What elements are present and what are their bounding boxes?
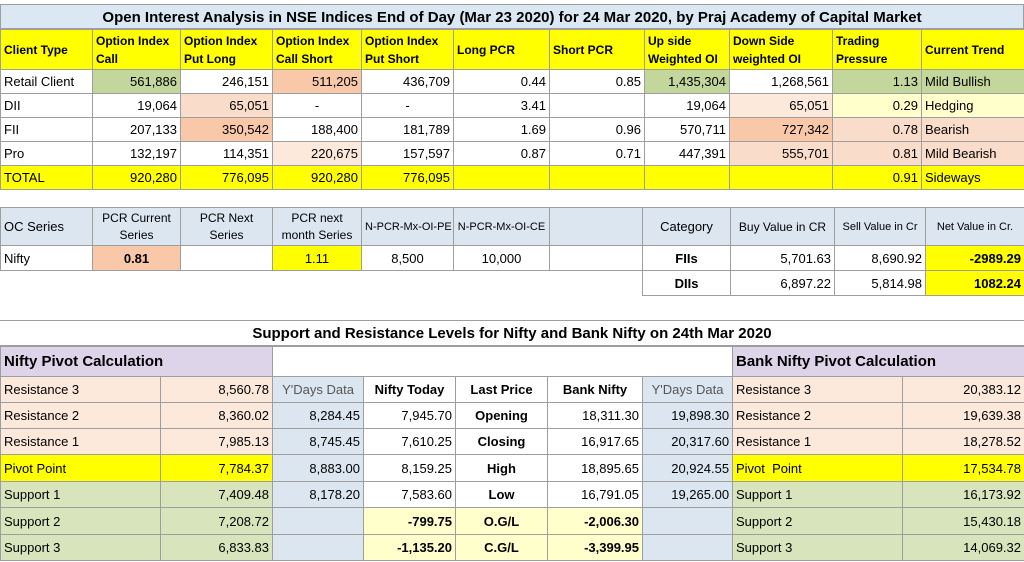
dii-row [643, 271, 1024, 296]
oi-cell: 157,597 [362, 142, 454, 166]
pivot-label: Support 3 [1, 535, 161, 561]
price-cell: 7,610.25 [364, 429, 456, 455]
oi-cell: 0.91 [833, 166, 922, 190]
oc-cell-empty [550, 246, 643, 271]
price-cell: 18,895.65 [548, 455, 643, 482]
oi-cell: 436,709 [362, 70, 454, 94]
oi-cell: 65,051 [730, 94, 833, 118]
price-row-low [273, 482, 733, 508]
fii-cell: 8,690.92 [835, 246, 926, 271]
gl-cell: -799.75 [364, 508, 456, 535]
nifty-pivot-title: Nifty Pivot Calculation [1, 347, 273, 377]
nifty-pivot-row [1, 455, 273, 482]
oi-cell: 570,711 [645, 118, 730, 142]
oi-cell: 19,064 [645, 94, 730, 118]
nifty-pivot-row [1, 429, 273, 455]
bank-pivot-row [733, 403, 1024, 429]
oc-header: PCR next month Series [273, 208, 362, 246]
pivot-value: 17,534.78 [903, 455, 1024, 482]
fii-header: Buy Value in CR [731, 208, 835, 246]
pivot-label: Resistance 2 [733, 403, 903, 429]
oc-cell: 8,500 [362, 246, 454, 271]
price-cell: 16,791.05 [548, 482, 643, 508]
pivot-value: 6,833.83 [161, 535, 273, 561]
oi-row-total [1, 166, 1024, 190]
nifty-pivot-row [1, 403, 273, 429]
oi-cell [730, 166, 833, 190]
price-table [272, 346, 733, 561]
price-cell: 8,284.45 [273, 403, 364, 429]
oi-cell: 220,675 [273, 142, 362, 166]
oi-cell: 555,701 [730, 142, 833, 166]
gl-cell: -2,006.30 [548, 508, 643, 535]
price-cell: Closing [456, 429, 548, 455]
price-cell: 16,917.65 [548, 429, 643, 455]
oi-header-client-type: Client Type [1, 30, 93, 70]
fii-cell: FIIs [643, 246, 731, 271]
bank-pivot-row [733, 429, 1024, 455]
gl-cell: C.G/L [456, 535, 548, 561]
oi-cell: 0.29 [833, 94, 922, 118]
price-header: Y'Days Data [643, 377, 733, 403]
oi-cell: 776,095 [181, 166, 273, 190]
oi-cell: 181,789 [362, 118, 454, 142]
pivot-value: 8,360.02 [161, 403, 273, 429]
price-cell: 7,945.70 [364, 403, 456, 429]
pivot-label: Resistance 1 [1, 429, 161, 455]
oi-header-current-trend: Current Trend [922, 30, 1024, 70]
price-cell: 19,898.30 [643, 403, 733, 429]
pivot-value: 8,560.78 [161, 377, 273, 403]
oc-cell: Nifty [1, 246, 93, 271]
oi-cell: 0.44 [454, 70, 550, 94]
price-cell: 8,745.45 [273, 429, 364, 455]
bank-pivot-table [732, 346, 1024, 561]
fii-cell: DIIs [643, 271, 731, 296]
oc-cell: 10,000 [454, 246, 550, 271]
pivot-label: Support 1 [1, 482, 161, 508]
bank-pivot-row [733, 377, 1024, 403]
oi-cell: - [362, 94, 454, 118]
oc-cell: 0.81 [93, 246, 181, 271]
bank-pivot-row [733, 535, 1024, 561]
oi-cell: 65,051 [181, 94, 273, 118]
oi-cell: TOTAL [1, 166, 93, 190]
oi-cell: 727,342 [730, 118, 833, 142]
oi-cell: 0.81 [833, 142, 922, 166]
oi-header-upside: Up side Weighted OI [645, 30, 730, 70]
price-cell: 8,883.00 [273, 455, 364, 482]
oi-cell: 3.41 [454, 94, 550, 118]
fii-cell: -2989.29 [926, 246, 1024, 271]
oi-cell: Hedging [922, 94, 1024, 118]
pivot-value: 19,639.38 [903, 403, 1024, 429]
oc-header: OC Series [1, 208, 93, 246]
bank-pivot-title: Bank Nifty Pivot Calculation [733, 347, 1024, 377]
oi-header-put-long: Option Index Put Long [181, 30, 273, 70]
oi-cell: 0.87 [454, 142, 550, 166]
oi-row-pro [1, 142, 1024, 166]
fii-header: Category [643, 208, 731, 246]
price-blank-row [273, 347, 733, 377]
price-cell: Opening [456, 403, 548, 429]
pivot-value: 7,784.37 [161, 455, 273, 482]
fii-cell: 5,701.63 [731, 246, 835, 271]
price-cell: 20,924.55 [643, 455, 733, 482]
price-cell: Low [456, 482, 548, 508]
oi-header-short-pcr: Short PCR [550, 30, 645, 70]
fii-dii-table [642, 207, 1024, 296]
price-header: Nifty Today [364, 377, 456, 403]
pivot-label: Resistance 3 [1, 377, 161, 403]
pivot-value: 14,069.32 [903, 535, 1024, 561]
price-cell: 20,317.60 [643, 429, 733, 455]
price-header-row [273, 377, 733, 403]
pivot-value: 7,208.72 [161, 508, 273, 535]
pivot-value: 16,173.92 [903, 482, 1024, 508]
pivot-label: Support 2 [1, 508, 161, 535]
pivot-value: 7,409.48 [161, 482, 273, 508]
gl-cell: -1,135.20 [364, 535, 456, 561]
oi-cell: Pro [1, 142, 93, 166]
sr-title [0, 320, 1024, 346]
nifty-pivot-table [0, 346, 273, 561]
oi-cell: 776,095 [362, 166, 454, 190]
gl-cell: -3,399.95 [548, 535, 643, 561]
fii-header: Sell Value in Cr [835, 208, 926, 246]
oi-cell: 0.71 [550, 142, 645, 166]
oi-cell: 1,435,304 [645, 70, 730, 94]
oi-cell: 0.85 [550, 70, 645, 94]
oi-cell: Mild Bearish [922, 142, 1024, 166]
oi-cell: 511,205 [273, 70, 362, 94]
oi-cell: Mild Bullish [922, 70, 1024, 94]
oi-cell: 0.78 [833, 118, 922, 142]
oi-cell: 207,133 [93, 118, 181, 142]
oi-header-row [1, 30, 1024, 70]
price-header: Bank Nifty [548, 377, 643, 403]
pivot-label: Pivot Point [1, 455, 161, 482]
pivot-value: 20,383.12 [903, 377, 1024, 403]
nifty-pivot-row [1, 482, 273, 508]
gl-blank [643, 508, 733, 535]
oi-cell: 188,400 [273, 118, 362, 142]
oi-row-retail [1, 70, 1024, 94]
pivot-label: Pivot Point [733, 455, 903, 482]
pivot-value: 7,985.13 [161, 429, 273, 455]
oc-row-nifty [1, 246, 643, 271]
oc-header-empty [550, 208, 643, 246]
oi-cell: FII [1, 118, 93, 142]
bank-pivot-row [733, 508, 1024, 535]
oi-cell: 1.69 [454, 118, 550, 142]
nifty-pivot-row [1, 535, 273, 561]
oi-cell: Sideways [922, 166, 1024, 190]
oi-header-call: Option Index Call [93, 30, 181, 70]
oi-cell: 920,280 [93, 166, 181, 190]
pivot-label: Resistance 1 [733, 429, 903, 455]
oi-header-long-pcr: Long PCR [454, 30, 550, 70]
pivot-value: 18,278.52 [903, 429, 1024, 455]
oi-header-call-short: Option Index Call Short [273, 30, 362, 70]
fii-cell: 6,897.22 [731, 271, 835, 296]
oc-series-table [0, 207, 643, 271]
oi-row-dii [1, 94, 1024, 118]
fii-cell: 1082.24 [926, 271, 1024, 296]
oi-row-fii [1, 118, 1024, 142]
oi-cell: 246,151 [181, 70, 273, 94]
fii-header-row [643, 208, 1024, 246]
price-cell: 19,265.00 [643, 482, 733, 508]
oi-cell: DII [1, 94, 93, 118]
report-title [0, 4, 1024, 29]
oi-cell: 0.96 [550, 118, 645, 142]
oi-cell: 350,542 [181, 118, 273, 142]
gl-cell: O.G/L [456, 508, 548, 535]
fii-row [643, 246, 1024, 271]
price-row-closing [273, 429, 733, 455]
pivot-label: Support 1 [733, 482, 903, 508]
oc-header: N-PCR-Mx-OI-PE [362, 208, 454, 246]
price-row-opening [273, 403, 733, 429]
oc-header-row [1, 208, 643, 246]
oi-cell: 561,886 [93, 70, 181, 94]
oi-cell: 114,351 [181, 142, 273, 166]
pivot-value: 15,430.18 [903, 508, 1024, 535]
fii-cell: 5,814.98 [835, 271, 926, 296]
nifty-pivot-row [1, 377, 273, 403]
fii-header: Net Value in Cr. [926, 208, 1024, 246]
price-header: Y'Days Data [273, 377, 364, 403]
oi-cell [550, 166, 645, 190]
oi-cell: 920,280 [273, 166, 362, 190]
oi-cell: Retail Client [1, 70, 93, 94]
pivot-label: Support 3 [733, 535, 903, 561]
oc-cell: 1.11 [273, 246, 362, 271]
price-cell: 18,311.30 [548, 403, 643, 429]
bank-pivot-row [733, 482, 1024, 508]
oi-cell: 447,391 [645, 142, 730, 166]
price-cell: 8,159.25 [364, 455, 456, 482]
gl-blank [643, 535, 733, 561]
nifty-pivot-header [1, 347, 273, 377]
gl-row-open [273, 508, 733, 535]
report-title-text: Open Interest Analysis in NSE Indices End of Day (Mar 23 2020) for 24 Mar 2020, by Praj Academy of Capital Market [102, 9, 922, 26]
price-cell: High [456, 455, 548, 482]
oi-cell [550, 94, 645, 118]
oc-header: PCR Current Series [93, 208, 181, 246]
gl-blank [273, 535, 364, 561]
oi-table [0, 29, 1024, 190]
oi-cell: 19,064 [93, 94, 181, 118]
oi-cell: 132,197 [93, 142, 181, 166]
oc-cell [181, 246, 273, 271]
oi-cell [645, 166, 730, 190]
bank-pivot-row [733, 455, 1024, 482]
oi-cell [454, 166, 550, 190]
pivot-label: Support 2 [733, 508, 903, 535]
oi-cell: 1.13 [833, 70, 922, 94]
oi-header-put-short: Option Index Put Short [362, 30, 454, 70]
price-header: Last Price [456, 377, 548, 403]
price-blank [273, 347, 733, 377]
oi-header-trading-pressure: Trading Pressure [833, 30, 922, 70]
oc-header: PCR Next Series [181, 208, 273, 246]
bank-pivot-header [733, 347, 1024, 377]
oi-cell: Bearish [922, 118, 1024, 142]
oi-cell: - [273, 94, 362, 118]
sr-title-text: Support and Resistance Levels for Nifty and Bank Nifty on 24th Mar 2020 [252, 325, 772, 342]
pivot-label: Resistance 3 [733, 377, 903, 403]
nifty-pivot-row [1, 508, 273, 535]
oi-header-downside: Down Side weighted OI [730, 30, 833, 70]
price-row-high [273, 455, 733, 482]
price-cell: 8,178.20 [273, 482, 364, 508]
gl-blank [273, 508, 364, 535]
pivot-label: Resistance 2 [1, 403, 161, 429]
oc-header: N-PCR-Mx-OI-CE [454, 208, 550, 246]
price-cell: 7,583.60 [364, 482, 456, 508]
oi-cell: 1,268,561 [730, 70, 833, 94]
gl-row-close [273, 535, 733, 561]
